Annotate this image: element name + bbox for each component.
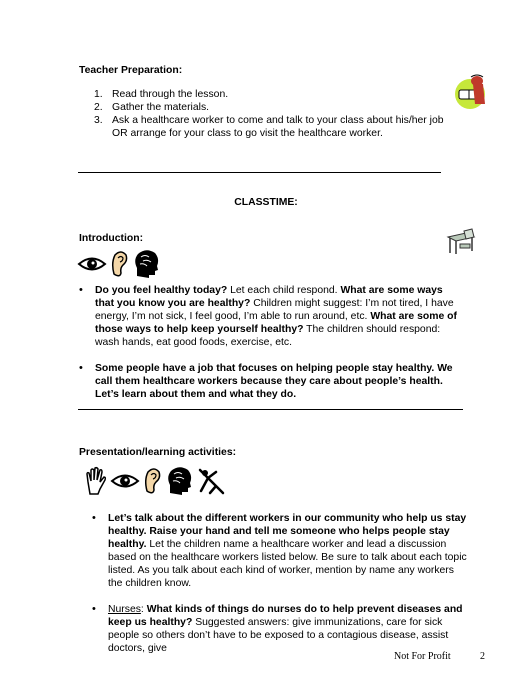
bullet-icon: • [92,603,96,615]
eye-icon [77,253,107,275]
ear-icon [142,466,162,496]
introduction-bullets [79,284,459,414]
list-item: • Nurses: What kinds of things do nurses do to help prevent diseases and keep us healthy? Suggested answers: give immunizations, care for sick people so others don’t have to be exposed to a contagious disease, assist doctors, give [92,603,463,654]
brain-head-icon [164,465,194,497]
hand-icon [84,466,108,496]
ear-icon [109,249,129,279]
presentation-bullets [92,512,470,668]
stretching-person-icon [196,466,226,496]
section-divider [78,409,463,410]
section-divider [78,172,441,173]
list-item: 3. Ask a healthcare worker to come and talk to your class about his/her job OR arrange for your class to go visit the healthcare worker. [94,115,444,139]
list-item: • Some people have a job that focuses on helping people stay healthy. We call them healthcare workers because they care about people’s health. Let’s learn about them and what they do. [79,362,453,400]
classtime-heading: CLASSTIME: [234,197,298,208]
list-item: • Do you feel healthy today? Let each child respond. What are some ways that you know you are healthy? Children might suggest: I’m not tired, I have energy, I’m not sick, I feel good, I’m able to run around, etc. What are some of those ways to help keep yourself healthy? The children should respond: wash hands, eat good foods, exercise, etc. [79,284,457,348]
presentation-heading: Presentation/learning activities: [79,447,237,458]
bullet-icon: • [79,362,83,374]
teacher-reading-icon [453,72,489,112]
page-number: 2 [480,651,485,662]
footer-text: Not For Profit [394,651,451,662]
brain-head-icon [131,248,161,280]
teacher-prep-list [94,88,454,140]
bullet-icon: • [92,512,96,524]
list-item: 1. Read through the lesson. [94,89,229,100]
list-item: • Let’s talk about the different workers in our community who help us stay healthy. Raise your hand and tell me someone who helps people stay healthy. Let the children name a healthcare worker and lead a discussion based on the healthcare workers listed below. Be sure to talk about each topic listed. As you talk about each kind of worker, mention by name any workers the children know. [92,512,467,589]
teacher-prep-heading: Teacher Preparation: [79,65,183,76]
introduction-heading: Introduction: [79,233,144,244]
senses-icons-presentation [84,465,226,497]
list-item: 2. Gather the materials. [94,102,210,113]
eye-icon [110,470,140,492]
bullet-icon: • [79,284,83,296]
school-desk-icon [444,227,478,255]
senses-icons-intro [77,248,161,280]
